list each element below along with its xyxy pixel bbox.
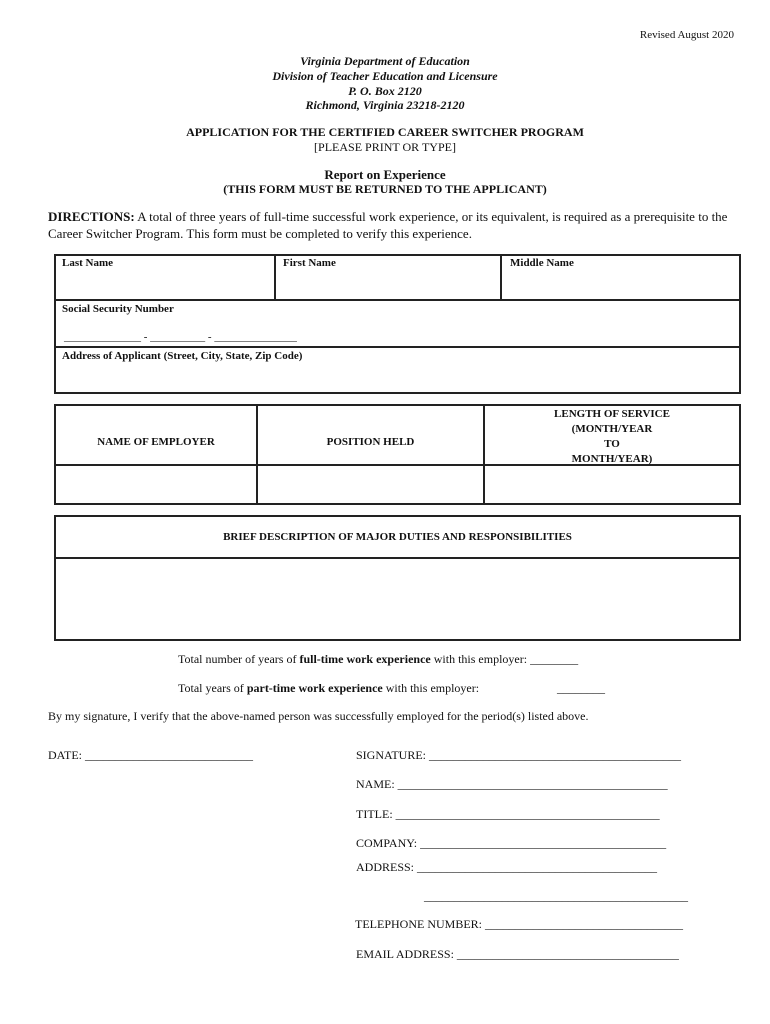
date-field[interactable]: DATE: ____________________________ <box>48 748 253 762</box>
divider <box>54 299 741 301</box>
name-field[interactable]: NAME: _____________________________________________ <box>356 777 668 791</box>
po-box: P. O. Box 2120 <box>348 84 422 98</box>
divider <box>274 254 276 301</box>
directions-label: DIRECTIONS: <box>48 209 135 224</box>
telephone-field[interactable]: TELEPHONE NUMBER: _________________________________ <box>355 917 683 931</box>
agency-name: Virginia Department of Education <box>300 54 470 68</box>
address-field-employer[interactable]: ADDRESS: ________________________________________ <box>356 860 658 874</box>
length-line-2: (MONTH/YEAR <box>571 423 653 435</box>
duties-input[interactable] <box>56 559 739 639</box>
print-note: [PLEASE PRINT OR TYPE] <box>314 140 456 154</box>
part-time-suffix: with this employer: <box>382 681 480 695</box>
full-time-total[interactable] <box>178 652 578 667</box>
verify-statement: By my signature, I verify that the above-named person was successfully employed for the period(s) listed above. <box>48 709 589 723</box>
ssn-label: Social Security Number <box>62 303 174 315</box>
position-header: POSITION HELD <box>326 436 415 448</box>
first-name-field[interactable]: First Name <box>283 257 336 269</box>
ssn-field[interactable]: ______________ - __________ - _______________ <box>64 331 297 343</box>
signature-field[interactable]: SIGNATURE: __________________________________________ <box>356 748 682 762</box>
employer-input[interactable] <box>56 466 256 503</box>
duties-header: BRIEF DESCRIPTION OF MAJOR DUTIES AND RESPONSIBILITIES <box>223 531 572 543</box>
part-time-blank[interactable]: ________ <box>557 681 605 695</box>
middle-name-field[interactable]: Middle Name <box>510 257 574 269</box>
full-time-bold: full-time work experience <box>299 652 431 666</box>
length-line-1: LENGTH OF SERVICE <box>554 408 670 420</box>
company-field[interactable]: COMPANY: _________________________________________ <box>356 836 667 850</box>
directions <box>48 208 738 242</box>
length-line-3: TO <box>604 438 620 450</box>
applicant-info-box <box>54 254 741 394</box>
email-field[interactable]: EMAIL ADDRESS: _____________________________________ <box>356 947 679 961</box>
divider <box>500 254 502 301</box>
address-line-2[interactable]: ____________________________________________ <box>424 889 688 903</box>
length-line-4: MONTH/YEAR) <box>571 453 653 465</box>
revision-date: Revised August 2020 <box>639 29 734 41</box>
part-time-total <box>178 681 479 696</box>
part-time-bold: part-time work experience <box>246 681 383 695</box>
full-time-suffix: with this employer: ________ <box>430 652 579 666</box>
title-field[interactable]: TITLE: ____________________________________________ <box>356 807 660 821</box>
length-of-service-input[interactable] <box>485 466 739 503</box>
address-field[interactable]: Address of Applicant (Street, City, State, Zip Code) <box>62 350 303 362</box>
return-note: (THIS FORM MUST BE RETURNED TO THE APPLICANT) <box>223 182 547 196</box>
last-name-field[interactable]: Last Name <box>62 257 114 269</box>
city-address: Richmond, Virginia 23218-2120 <box>305 98 465 112</box>
report-title: Report on Experience <box>324 167 446 182</box>
application-title: APPLICATION FOR THE CERTIFIED CAREER SWITCHER PROGRAM <box>186 125 584 139</box>
divider <box>54 346 741 348</box>
part-time-prefix: Total years of <box>178 681 247 695</box>
length-of-service-header <box>485 407 739 467</box>
full-time-prefix: Total number of years of <box>178 652 300 666</box>
position-input[interactable] <box>258 466 483 503</box>
directions-text: A total of three years of full-time successful work experience, or its equivalent, is required as a prerequisite to the Career Switcher Program. This form must be completed to verify this experience. <box>48 209 728 241</box>
division-name: Division of Teacher Education and Licensure <box>272 69 498 83</box>
employer-header: NAME OF EMPLOYER <box>97 436 215 448</box>
